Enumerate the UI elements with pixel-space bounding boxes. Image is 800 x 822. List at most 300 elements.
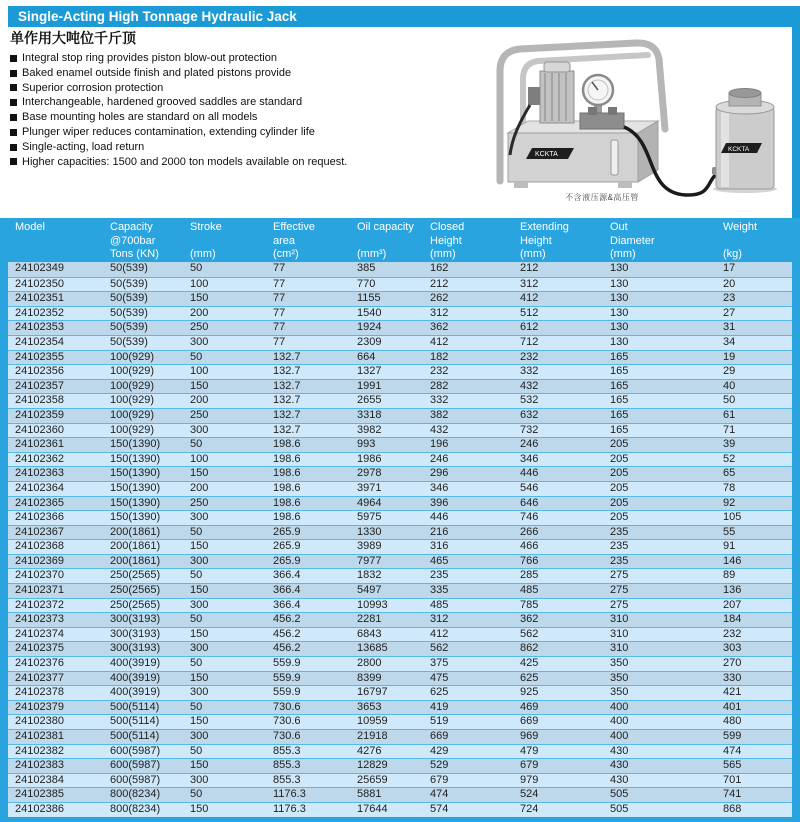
cell-out-diameter: 165 bbox=[610, 394, 629, 407]
cell-out-diameter: 235 bbox=[610, 525, 629, 538]
cell-closed-height: 485 bbox=[430, 598, 449, 611]
cell-effective-area: 198.6 bbox=[273, 496, 301, 509]
cell-out-diameter: 430 bbox=[610, 773, 629, 786]
cell-out-diameter: 400 bbox=[610, 715, 629, 728]
table-row bbox=[8, 671, 792, 686]
cell-weight: 868 bbox=[723, 802, 742, 815]
cell-capacity: 50(539) bbox=[110, 335, 148, 348]
cell-extending-height: 266 bbox=[520, 525, 539, 538]
spec-table bbox=[0, 218, 800, 822]
cell-oil-capacity: 1330 bbox=[357, 525, 382, 538]
cell-extending-height: 669 bbox=[520, 715, 539, 728]
cell-effective-area: 730.6 bbox=[273, 730, 301, 742]
cell-stroke: 50 bbox=[190, 350, 203, 363]
cell-out-diameter: 350 bbox=[610, 657, 629, 670]
cell-capacity: 100(929) bbox=[110, 394, 155, 407]
cell-stroke: 50 bbox=[190, 438, 203, 451]
cell-model: 24102373 bbox=[15, 613, 64, 626]
cell-closed-height: 432 bbox=[430, 423, 449, 436]
cell-stroke: 150 bbox=[190, 292, 209, 305]
cell-model: 24102379 bbox=[15, 700, 64, 713]
cell-closed-height: 382 bbox=[430, 408, 449, 421]
table-row bbox=[8, 583, 792, 598]
photo-caption: 不含液压源&高压管 bbox=[565, 193, 639, 202]
cell-effective-area: 132.7 bbox=[273, 365, 301, 378]
cell-model: 24102352 bbox=[15, 306, 64, 319]
cell-oil-capacity: 2309 bbox=[357, 335, 382, 348]
cell-extending-height: 925 bbox=[520, 686, 539, 699]
cell-closed-height: 196 bbox=[430, 438, 449, 451]
cell-stroke: 150 bbox=[190, 759, 209, 772]
cell-oil-capacity: 993 bbox=[357, 438, 376, 451]
cell-model: 24102356 bbox=[15, 365, 64, 378]
page-title: Single-Acting High Tonnage Hydraulic Jack bbox=[8, 6, 800, 27]
cell-extending-height: 679 bbox=[520, 759, 539, 772]
motor-junction-box bbox=[528, 87, 540, 105]
cell-extending-height: 479 bbox=[520, 744, 539, 757]
cell-weight: 136 bbox=[723, 584, 742, 597]
cell-model: 24102380 bbox=[15, 715, 64, 728]
cell-model: 24102377 bbox=[15, 671, 64, 684]
cell-extending-height: 246 bbox=[520, 438, 539, 451]
cell-extending-height: 785 bbox=[520, 598, 539, 611]
cell-stroke: 250 bbox=[190, 321, 209, 334]
cell-extending-height: 346 bbox=[520, 452, 539, 465]
cell-extending-height: 312 bbox=[520, 277, 539, 290]
cell-oil-capacity: 7977 bbox=[357, 554, 382, 567]
cell-out-diameter: 430 bbox=[610, 744, 629, 757]
cell-capacity: 100(929) bbox=[110, 423, 155, 436]
cell-capacity: 400(3919) bbox=[110, 671, 161, 684]
intro-section bbox=[8, 27, 792, 218]
table-row bbox=[8, 685, 792, 700]
cell-effective-area: 77 bbox=[273, 292, 286, 305]
cell-oil-capacity: 770 bbox=[357, 277, 376, 290]
cell-out-diameter: 205 bbox=[610, 496, 629, 509]
cell-model: 24102386 bbox=[15, 802, 64, 815]
bullet-square-icon bbox=[10, 84, 17, 91]
cell-effective-area: 198.6 bbox=[273, 481, 301, 494]
cell-stroke: 300 bbox=[190, 773, 209, 786]
cell-capacity: 100(929) bbox=[110, 379, 155, 392]
cell-closed-height: 474 bbox=[430, 788, 449, 801]
cell-model: 24102382 bbox=[15, 744, 64, 757]
table-row bbox=[8, 481, 792, 496]
cell-oil-capacity: 8399 bbox=[357, 671, 382, 684]
cell-oil-capacity: 1991 bbox=[357, 379, 382, 392]
bullet-square-icon bbox=[10, 129, 17, 136]
cell-out-diameter: 505 bbox=[610, 802, 629, 815]
cell-closed-height: 212 bbox=[430, 277, 449, 290]
cell-closed-height: 419 bbox=[430, 700, 449, 713]
table-row bbox=[8, 787, 792, 802]
cell-stroke: 150 bbox=[190, 467, 209, 480]
cell-extending-height: 766 bbox=[520, 554, 539, 567]
cell-out-diameter: 275 bbox=[610, 584, 629, 597]
cell-stroke: 50 bbox=[190, 700, 203, 713]
cell-model: 24102364 bbox=[15, 481, 64, 494]
cell-closed-height: 412 bbox=[430, 627, 449, 640]
cell-extending-height: 425 bbox=[520, 657, 539, 670]
cell-model: 24102368 bbox=[15, 540, 64, 553]
cell-weight: 421 bbox=[723, 686, 742, 699]
cell-closed-height: 316 bbox=[430, 540, 449, 553]
cell-effective-area: 77 bbox=[273, 335, 286, 348]
cell-stroke: 50 bbox=[190, 744, 203, 757]
table-row bbox=[8, 656, 792, 671]
cell-weight: 303 bbox=[723, 642, 742, 655]
cell-weight: 146 bbox=[723, 554, 742, 567]
cell-oil-capacity: 25659 bbox=[357, 773, 388, 786]
cell-stroke: 150 bbox=[190, 671, 209, 684]
cell-model: 24102367 bbox=[15, 525, 64, 538]
cell-model: 24102361 bbox=[15, 438, 64, 451]
table-row bbox=[8, 393, 792, 408]
cell-effective-area: 132.7 bbox=[273, 394, 301, 407]
cell-stroke: 250 bbox=[190, 496, 209, 509]
cell-capacity: 50(539) bbox=[110, 306, 148, 319]
cell-effective-area: 1176.3 bbox=[273, 788, 306, 801]
cell-closed-height: 465 bbox=[430, 554, 449, 567]
cell-out-diameter: 205 bbox=[610, 467, 629, 480]
cell-weight: 20 bbox=[723, 277, 736, 290]
bullet-square-icon bbox=[10, 144, 17, 151]
cell-effective-area: 366.4 bbox=[273, 584, 301, 597]
cell-oil-capacity: 5881 bbox=[357, 788, 382, 801]
cell-capacity: 500(5114) bbox=[110, 730, 160, 742]
cell-weight: 184 bbox=[723, 613, 742, 626]
cell-extending-height: 612 bbox=[520, 321, 539, 334]
table-row bbox=[8, 525, 792, 540]
subtitle-chinese: 单作用大吨位千斤顶 bbox=[10, 30, 136, 46]
cell-stroke: 50 bbox=[190, 788, 203, 801]
cell-extending-height: 562 bbox=[520, 627, 539, 640]
cell-weight: 61 bbox=[723, 408, 736, 421]
cell-closed-height: 562 bbox=[430, 642, 449, 655]
cell-closed-height: 362 bbox=[430, 321, 449, 334]
cell-oil-capacity: 13685 bbox=[357, 642, 388, 655]
cell-capacity: 800(8234) bbox=[110, 788, 161, 801]
cell-model: 24102362 bbox=[15, 452, 64, 465]
cell-extending-height: 546 bbox=[520, 481, 539, 494]
cell-out-diameter: 130 bbox=[610, 335, 629, 348]
cell-capacity: 500(5114) bbox=[110, 700, 160, 713]
cell-closed-height: 529 bbox=[430, 759, 449, 772]
col-header-closed-height: Closed Height (mm) bbox=[430, 221, 465, 261]
cell-oil-capacity: 1924 bbox=[357, 321, 382, 334]
cell-weight: 270 bbox=[723, 657, 742, 670]
table-row bbox=[8, 306, 792, 321]
cell-weight: 480 bbox=[723, 715, 742, 728]
cell-stroke: 150 bbox=[190, 715, 209, 728]
cell-weight: 19 bbox=[723, 350, 736, 363]
cell-effective-area: 77 bbox=[273, 321, 286, 334]
feature-text: Baked enamel outside finish and plated pistons provide bbox=[22, 66, 292, 79]
cell-oil-capacity: 6843 bbox=[357, 627, 382, 640]
product-photo bbox=[460, 29, 798, 219]
cell-model: 24102372 bbox=[15, 598, 64, 611]
col-header-stroke: Stroke (mm) bbox=[190, 221, 222, 261]
cell-out-diameter: 205 bbox=[610, 481, 629, 494]
cell-oil-capacity: 1986 bbox=[357, 452, 382, 465]
cell-extending-height: 432 bbox=[520, 379, 539, 392]
cell-closed-height: 375 bbox=[430, 657, 449, 670]
cell-weight: 50 bbox=[723, 394, 736, 407]
table-row bbox=[8, 612, 792, 627]
table-row bbox=[8, 802, 792, 817]
cell-capacity: 200(1861) bbox=[110, 525, 161, 538]
brand-logo-text: KCKTA bbox=[728, 146, 750, 153]
col-header-oil-capacity: Oil capacity (mm³) bbox=[357, 221, 414, 261]
hydraulic-pump-and-cylinder-illustration bbox=[460, 29, 798, 219]
cell-oil-capacity: 10993 bbox=[357, 598, 388, 611]
table-row bbox=[8, 598, 792, 613]
feature-text: Base mounting holes are standard on all models bbox=[22, 111, 258, 124]
cell-weight: 34 bbox=[723, 335, 736, 348]
cell-out-diameter: 130 bbox=[610, 262, 629, 274]
cell-out-diameter: 165 bbox=[610, 423, 629, 436]
col-header-out-diameter: Out Diameter (mm) bbox=[610, 221, 655, 261]
cell-capacity: 50(539) bbox=[110, 262, 148, 274]
cell-closed-height: 296 bbox=[430, 467, 449, 480]
cell-extending-height: 532 bbox=[520, 394, 539, 407]
cell-effective-area: 265.9 bbox=[273, 554, 301, 567]
cell-effective-area: 1176.3 bbox=[273, 802, 306, 815]
cell-capacity: 250(2565) bbox=[110, 569, 161, 582]
cell-capacity: 600(5987) bbox=[110, 744, 161, 757]
cell-out-diameter: 165 bbox=[610, 408, 629, 421]
cell-effective-area: 198.6 bbox=[273, 452, 301, 465]
cell-model: 24102366 bbox=[15, 511, 64, 524]
cell-closed-height: 574 bbox=[430, 802, 449, 815]
table-row bbox=[8, 496, 792, 511]
cell-weight: 65 bbox=[723, 467, 736, 480]
table-row bbox=[8, 744, 792, 759]
cell-model: 24102354 bbox=[15, 335, 64, 348]
cell-closed-height: 429 bbox=[430, 744, 449, 757]
cell-oil-capacity: 21918 bbox=[357, 730, 388, 742]
cell-oil-capacity: 16797 bbox=[357, 686, 388, 699]
cell-extending-height: 632 bbox=[520, 408, 539, 421]
oil-level-gauge bbox=[611, 140, 618, 175]
cell-closed-height: 235 bbox=[430, 569, 449, 582]
table-row bbox=[8, 423, 792, 438]
cell-oil-capacity: 2800 bbox=[357, 657, 382, 670]
cell-out-diameter: 400 bbox=[610, 730, 629, 742]
cell-oil-capacity: 1155 bbox=[357, 292, 381, 305]
bullet-square-icon bbox=[10, 70, 17, 77]
cell-oil-capacity: 385 bbox=[357, 262, 376, 274]
cell-stroke: 50 bbox=[190, 657, 203, 670]
cell-extending-height: 646 bbox=[520, 496, 539, 509]
cell-out-diameter: 130 bbox=[610, 321, 629, 334]
table-row bbox=[8, 277, 792, 292]
cell-closed-height: 232 bbox=[430, 365, 449, 378]
cell-closed-height: 519 bbox=[430, 715, 449, 728]
cell-stroke: 300 bbox=[190, 335, 209, 348]
cell-stroke: 150 bbox=[190, 540, 209, 553]
cell-model: 24102358 bbox=[15, 394, 64, 407]
cell-out-diameter: 310 bbox=[610, 627, 629, 640]
cell-weight: 105 bbox=[723, 511, 742, 524]
col-header-model: Model bbox=[15, 221, 45, 233]
cell-effective-area: 366.4 bbox=[273, 598, 301, 611]
table-row bbox=[8, 320, 792, 335]
cell-out-diameter: 275 bbox=[610, 598, 629, 611]
cell-extending-height: 524 bbox=[520, 788, 539, 801]
cell-stroke: 200 bbox=[190, 306, 209, 319]
valve-block bbox=[580, 113, 624, 129]
table-row bbox=[8, 510, 792, 525]
cell-stroke: 200 bbox=[190, 394, 209, 407]
cell-closed-height: 346 bbox=[430, 481, 449, 494]
cell-effective-area: 132.7 bbox=[273, 423, 301, 436]
cell-weight: 92 bbox=[723, 496, 736, 509]
cell-model: 24102363 bbox=[15, 467, 64, 480]
cell-out-diameter: 165 bbox=[610, 350, 629, 363]
cell-effective-area: 77 bbox=[273, 277, 286, 290]
col-header-effective-area: Effective area (cm²) bbox=[273, 221, 315, 261]
bullet-square-icon bbox=[10, 99, 17, 106]
cell-stroke: 150 bbox=[190, 802, 209, 815]
cell-closed-height: 262 bbox=[430, 292, 449, 305]
cell-oil-capacity: 4964 bbox=[357, 496, 382, 509]
cell-weight: 401 bbox=[723, 700, 742, 713]
cell-extending-height: 332 bbox=[520, 365, 539, 378]
cell-extending-height: 412 bbox=[520, 292, 539, 305]
cell-oil-capacity: 1540 bbox=[357, 306, 382, 319]
cell-stroke: 200 bbox=[190, 481, 209, 494]
cell-capacity: 150(1390) bbox=[110, 496, 161, 509]
table-row bbox=[8, 350, 792, 365]
cell-out-diameter: 400 bbox=[610, 700, 629, 713]
cell-weight: 78 bbox=[723, 481, 736, 494]
cell-effective-area: 132.7 bbox=[273, 350, 301, 363]
cell-capacity: 200(1861) bbox=[110, 554, 161, 567]
cell-extending-height: 212 bbox=[520, 262, 539, 274]
cell-oil-capacity: 1832 bbox=[357, 569, 382, 582]
cell-effective-area: 559.9 bbox=[273, 657, 301, 670]
cell-capacity: 400(3919) bbox=[110, 657, 161, 670]
table-row bbox=[8, 466, 792, 481]
cell-capacity: 50(539) bbox=[110, 277, 148, 290]
cell-model: 24102384 bbox=[15, 773, 64, 786]
cell-model: 24102351 bbox=[15, 292, 64, 305]
bullet-square-icon bbox=[10, 55, 17, 62]
table-row bbox=[8, 714, 792, 729]
table-row bbox=[8, 773, 792, 788]
cell-capacity: 400(3919) bbox=[110, 686, 161, 699]
table-body bbox=[8, 262, 792, 817]
cell-capacity: 250(2565) bbox=[110, 598, 161, 611]
table-row bbox=[8, 291, 792, 306]
cell-weight: 39 bbox=[723, 438, 736, 451]
cell-oil-capacity: 1327 bbox=[357, 365, 382, 378]
cell-effective-area: 855.3 bbox=[273, 759, 301, 772]
cell-weight: 565 bbox=[723, 759, 742, 772]
cell-oil-capacity: 3971 bbox=[357, 481, 382, 494]
cell-effective-area: 132.7 bbox=[273, 408, 301, 421]
cell-out-diameter: 130 bbox=[610, 277, 629, 290]
cell-stroke: 100 bbox=[190, 277, 209, 290]
cell-closed-height: 312 bbox=[430, 613, 449, 626]
cell-oil-capacity: 17644 bbox=[357, 802, 388, 815]
cell-stroke: 50 bbox=[190, 613, 203, 626]
cell-out-diameter: 430 bbox=[610, 759, 629, 772]
cell-effective-area: 132.7 bbox=[273, 379, 301, 392]
table-row bbox=[8, 758, 792, 773]
cell-closed-height: 182 bbox=[430, 350, 449, 363]
cell-effective-area: 855.3 bbox=[273, 744, 301, 757]
cell-effective-area: 198.6 bbox=[273, 467, 301, 480]
cell-closed-height: 475 bbox=[430, 671, 449, 684]
cell-capacity: 150(1390) bbox=[110, 481, 161, 494]
cell-oil-capacity: 4276 bbox=[357, 744, 382, 757]
table-row bbox=[8, 262, 792, 277]
cell-closed-height: 282 bbox=[430, 379, 449, 392]
cell-closed-height: 312 bbox=[430, 306, 449, 319]
cell-extending-height: 732 bbox=[520, 423, 539, 436]
cell-out-diameter: 205 bbox=[610, 511, 629, 524]
cell-extending-height: 724 bbox=[520, 802, 539, 815]
cell-out-diameter: 310 bbox=[610, 613, 629, 626]
cell-out-diameter: 310 bbox=[610, 642, 629, 655]
cell-weight: 741 bbox=[723, 788, 742, 801]
cell-extending-height: 232 bbox=[520, 350, 539, 363]
cell-model: 24102359 bbox=[15, 408, 64, 421]
brand-logo-text: KCKTA bbox=[535, 151, 558, 158]
cell-out-diameter: 205 bbox=[610, 452, 629, 465]
cell-model: 24102381 bbox=[15, 730, 64, 742]
cell-model: 24102371 bbox=[15, 584, 64, 597]
cell-effective-area: 198.6 bbox=[273, 438, 301, 451]
table-row bbox=[8, 554, 792, 569]
cell-effective-area: 730.6 bbox=[273, 700, 301, 713]
saddle bbox=[729, 89, 761, 98]
cell-effective-area: 265.9 bbox=[273, 540, 301, 553]
cell-capacity: 250(2565) bbox=[110, 584, 161, 597]
cell-out-diameter: 165 bbox=[610, 379, 629, 392]
table-row bbox=[8, 379, 792, 394]
table-row bbox=[8, 729, 792, 744]
cell-oil-capacity: 2281 bbox=[357, 613, 382, 626]
cell-extending-height: 746 bbox=[520, 511, 539, 524]
cell-capacity: 50(539) bbox=[110, 321, 148, 334]
col-header-weight: Weight (kg) bbox=[723, 221, 758, 261]
cell-stroke: 100 bbox=[190, 452, 209, 465]
cell-stroke: 50 bbox=[190, 262, 203, 274]
cell-effective-area: 198.6 bbox=[273, 511, 301, 524]
cell-effective-area: 265.9 bbox=[273, 525, 301, 538]
table-row bbox=[8, 437, 792, 452]
cell-closed-height: 162 bbox=[430, 262, 449, 274]
cell-capacity: 150(1390) bbox=[110, 438, 161, 451]
cell-oil-capacity: 10959 bbox=[357, 715, 388, 728]
cell-weight: 91 bbox=[723, 540, 736, 553]
cell-closed-height: 332 bbox=[430, 394, 449, 407]
cell-capacity: 600(5987) bbox=[110, 759, 161, 772]
feature-text: Plunger wiper reduces contamination, extending cylinder life bbox=[22, 125, 315, 138]
cell-model: 24102369 bbox=[15, 554, 64, 567]
feature-text: Superior corrosion protection bbox=[22, 81, 164, 94]
table-row bbox=[8, 627, 792, 642]
cell-extending-height: 712 bbox=[520, 335, 539, 348]
cell-effective-area: 456.2 bbox=[273, 642, 301, 655]
cell-out-diameter: 235 bbox=[610, 540, 629, 553]
cell-extending-height: 446 bbox=[520, 467, 539, 480]
table-row bbox=[8, 700, 792, 715]
cell-out-diameter: 350 bbox=[610, 686, 629, 699]
